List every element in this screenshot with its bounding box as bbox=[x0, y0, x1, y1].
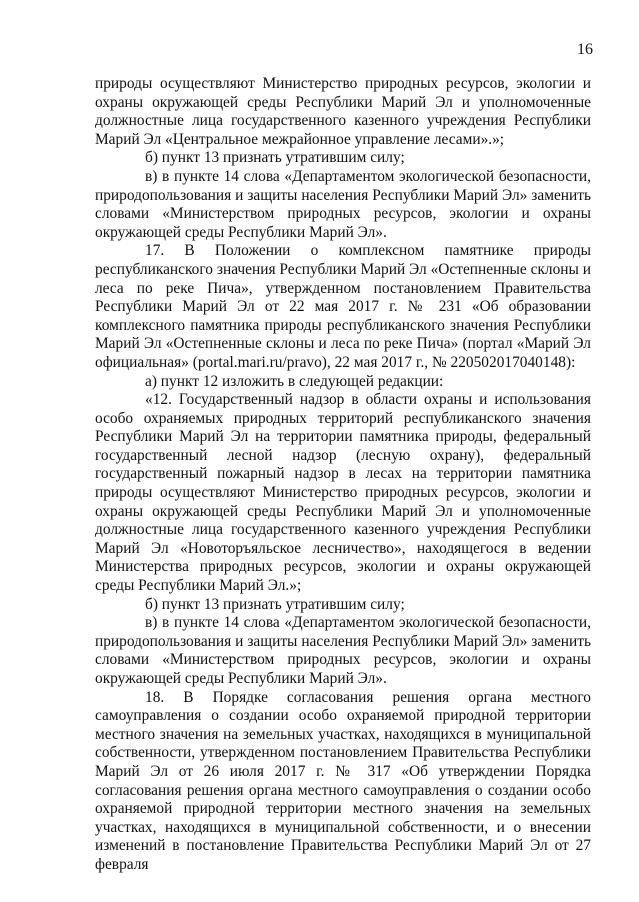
paragraph-section-18: 18. В Порядке согласования решения органа местного самоуправления о создании особо охраняемой природной территории местного значения на земельных участках, находящихся в муниципальной собственности, утвержденном постановлением Правительства Республики Марий Эл от 26 июля 2017 г. № 317 «Об утверждении Порядка согласования решения органа местного самоуправления о создании особо охраняемой природной территории местного значения на земельных участках, находящихся в муниципальной собственности, и о внесении изменений в постановление Правительства Республики Марий Эл от 27 февраля bbox=[95, 688, 591, 873]
document-body bbox=[95, 75, 591, 875]
paragraph-clause-12: «12. Государственный надзор в области охраны и использования особо охраняемых природных территорий республиканского значения Республики Марий Эл на территории памятника природы, федеральный государственный лесной надзор (лесную охрану), федеральный государственный пожарный надзор в лесах на территории памятника природы осуществляют Министерство природных ресурсов, экологии и охраны окружающей среды Республики Марий Эл и уполномоченные должностные лица государственного казенного учреждения Республики Марий Эл «Новоторъяльское лесничество», находящегося в ведении Министерства природных ресурсов, экологии и охраны окружающей среды Республики Марий Эл.»; bbox=[95, 391, 591, 595]
paragraph-item-b-2: б) пункт 13 признать утратившим силу; bbox=[145, 595, 405, 613]
paragraph-item-b: б) пункт 13 признать утратившим силу; bbox=[145, 149, 405, 167]
paragraph-section-17: 17. В Положении о комплексном памятнике природы республиканского значения Республики Марий Эл «Остепненные склоны и леса по реке Пича», утвержденном постановлением Правительства Республики Марий Эл от 22 мая 2017 г. № 231 «Об образовании комплексного памятника природы республиканского значения Республики Марий Эл «Остепненные склоны и леса по реке Пича» (портал «Марий Эл официальная» (portal.mari.ru/pravo), 22 мая 2017 г., № 220502017040148): bbox=[95, 242, 591, 371]
paragraph-item-v-2: в) в пункте 14 слова «Департаментом экологической безопасности, природопользования и защиты населения Республики Марий Эл» заменить словами «Министерством природных ресурсов, экологии и охраны окружающей среды Республики Марий Эл». bbox=[95, 614, 591, 687]
paragraph-item-a: а) пункт 12 изложить в следующей редакции: bbox=[145, 372, 444, 390]
page-number: 16 bbox=[577, 41, 593, 58]
paragraph-item-v: в) в пункте 14 слова «Департаментом экологической безопасности, природопользования и защиты населения Республики Марий Эл» заменить словами «Министерством природных ресурсов, экологии и охраны окружающей среды Республики Марий Эл». bbox=[95, 167, 591, 241]
paragraph-continuation: природы осуществляют Министерство природных ресурсов, экологии и охраны окружающей среды Республики Марий Эл и уполномоченные должностные лица государственного казенного учреждения Республики Марий Эл «Центральное межрайонное управление лесами».»; bbox=[95, 75, 591, 148]
